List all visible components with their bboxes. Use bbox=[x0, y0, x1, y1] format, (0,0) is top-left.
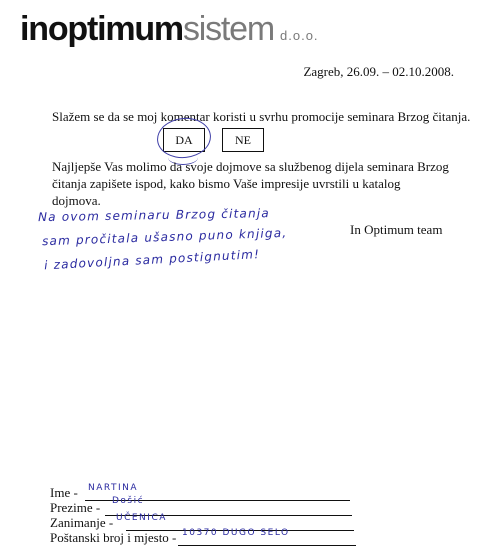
surname-field[interactable] bbox=[50, 496, 145, 516]
date-location: Zagreb, 26.09. – 02.10.2008. bbox=[303, 64, 454, 79]
team-signature: In Optimum team bbox=[350, 222, 443, 237]
field-label: Poštanski broj i mjesto - bbox=[50, 530, 177, 545]
postal-field[interactable] bbox=[50, 528, 290, 546]
instructions-text: Najljepše Vas molimo da svoje dojmove sa službenog dijela seminara Brzog čitanja zapišete ispod, kako bismo Vaše impresije uvrstili u katalog dojmova. bbox=[52, 159, 449, 208]
field-underline bbox=[178, 545, 356, 546]
comment-line: Na ovom seminaru Brzog čitanja bbox=[37, 206, 271, 225]
consent-no-box[interactable]: NE bbox=[222, 128, 264, 152]
occupation-field[interactable] bbox=[50, 513, 167, 531]
field-value: UČENICA bbox=[116, 513, 167, 523]
field-label: Prezime - bbox=[50, 500, 101, 515]
comment-line: sam pročitala ušasno puno knjiga, bbox=[41, 225, 288, 249]
field-value: NARTINA bbox=[88, 483, 139, 493]
field-value: Došić bbox=[112, 496, 145, 506]
field-value: 10370 DUGO SELO bbox=[182, 528, 290, 538]
company-logo bbox=[20, 10, 319, 49]
logo-part-sistem: sistem bbox=[182, 10, 275, 48]
field-label: Zanimanje - bbox=[50, 515, 114, 530]
logo-suffix: d.o.o. bbox=[280, 28, 319, 43]
name-field[interactable] bbox=[50, 483, 139, 501]
logo-part-in: in bbox=[20, 10, 48, 48]
consent-yes-box[interactable]: DA bbox=[163, 128, 205, 152]
consent-statement: Slažem se da se moj komentar koristi u svrhu promocije seminara Brzog čitanja. bbox=[52, 109, 471, 124]
field-label: Ime - bbox=[50, 485, 78, 500]
comment-line: i zadovoljna sam postignutim! bbox=[43, 247, 261, 273]
logo-part-optimum: optimum bbox=[47, 10, 183, 48]
handwritten-comment bbox=[37, 204, 288, 273]
